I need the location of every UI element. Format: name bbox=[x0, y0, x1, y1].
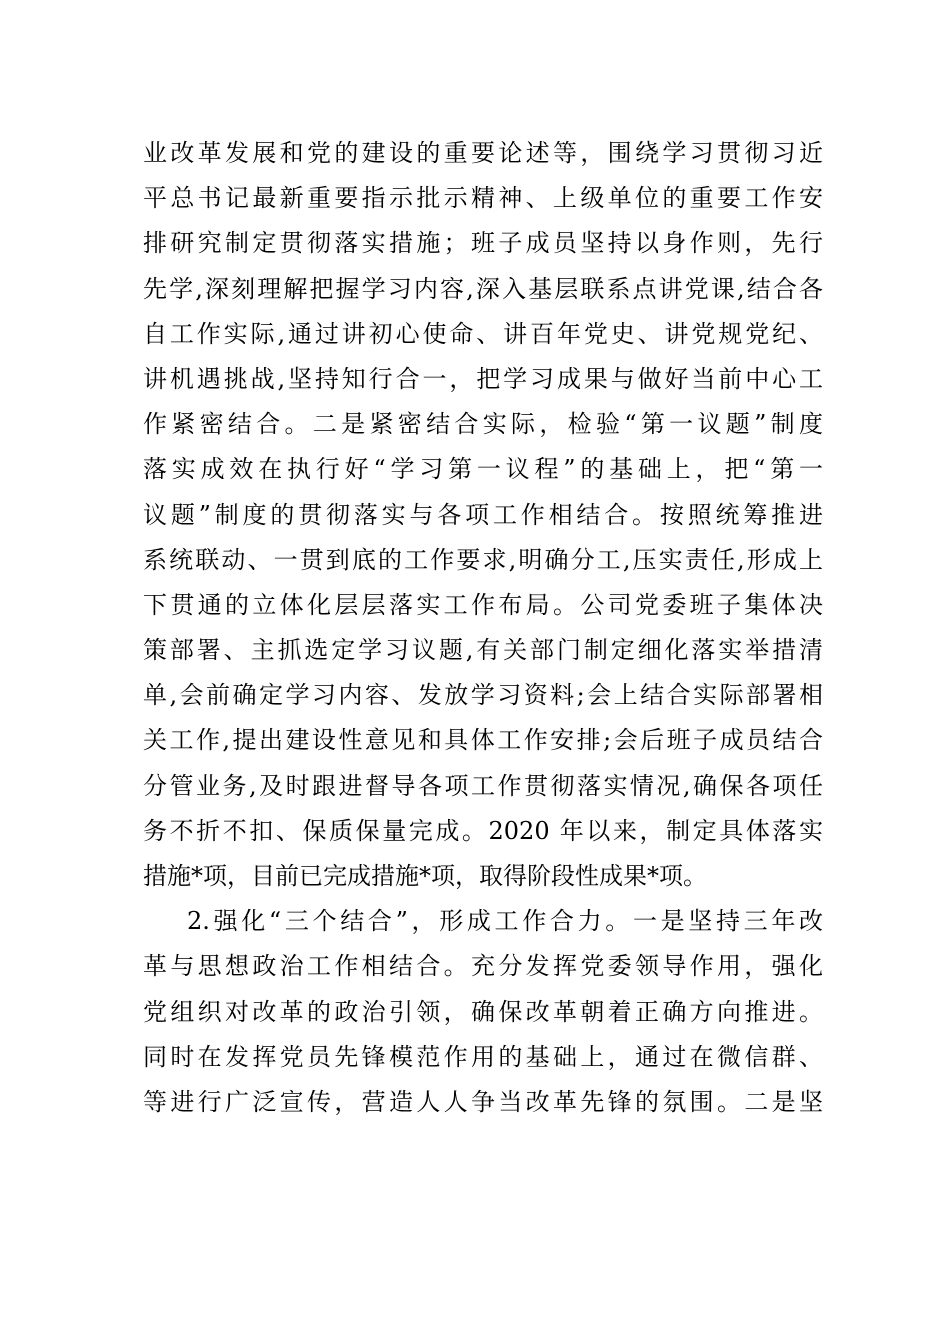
text-line: 党组织对改革的政治引领，确保改革朝着正确方向推进。 bbox=[143, 997, 823, 1026]
text-line: 落实成效在执行好“学习第一议程”的基础上，把“第一 bbox=[143, 455, 823, 484]
text-line: 系统联动、一贯到底的工作要求,明确分工,压实责任,形成上 bbox=[143, 545, 823, 574]
paragraph-1 bbox=[143, 131, 823, 899]
text-line: 革与思想政治工作相结合。充分发挥党委领导作用，强化 bbox=[143, 952, 823, 981]
text-line: 先学,深刻理解把握学习内容,深入基层联系点讲党课,结合各 bbox=[143, 274, 823, 303]
text-line: 议题”制度的贯彻落实与各项工作相结合。按照统筹推进 bbox=[143, 500, 823, 529]
text-line: 同时在发挥党员先锋模范作用的基础上，通过在微信群、 bbox=[143, 1042, 823, 1071]
text-line: 作紧密结合。二是紧密结合实际，检验“第一议题”制度 bbox=[143, 410, 823, 439]
text-line: 2.强化“三个结合”，形成工作合力。一是坚持三年改 bbox=[187, 907, 823, 936]
text-line: 措施*项，目前已完成措施*项，取得阶段性成果*项。 bbox=[143, 862, 707, 890]
text-line: 讲机遇挑战,坚持知行合一，把学习成果与做好当前中心工 bbox=[143, 364, 823, 393]
text-line: 务不折不扣、保质保量完成。2020 年以来，制定具体落实 bbox=[143, 816, 823, 845]
text-line: 策部署、主抓选定学习议题,有关部门制定细化落实举措清 bbox=[143, 636, 823, 665]
text-line: 等进行广泛宣传，营造人人争当改革先锋的氛围。二是坚 bbox=[143, 1087, 823, 1116]
text-line: 业改革发展和党的建设的重要论述等，围绕学习贯彻习近 bbox=[143, 139, 823, 167]
text-line: 分管业务,及时跟进督导各项工作贯彻落实情况,确保各项任 bbox=[143, 771, 823, 800]
text-line: 平总书记最新重要指示批示精神、上级单位的重要工作安 bbox=[143, 184, 823, 213]
paragraph-2 bbox=[143, 899, 823, 1125]
text-line: 下贯通的立体化层层落实工作布局。公司党委班子集体决 bbox=[143, 590, 823, 619]
text-line: 单,会前确定学习内容、发放学习资料;会上结合实际部署相 bbox=[143, 681, 823, 710]
text-line: 自工作实际,通过讲初心使命、讲百年党史、讲党规党纪、 bbox=[143, 319, 823, 348]
text-line: 排研究制定贯彻落实措施；班子成员坚持以身作则，先行 bbox=[143, 229, 823, 258]
text-line: 关工作,提出建设性意见和具体工作安排;会后班子成员结合 bbox=[143, 726, 823, 755]
body-text bbox=[143, 131, 823, 1125]
